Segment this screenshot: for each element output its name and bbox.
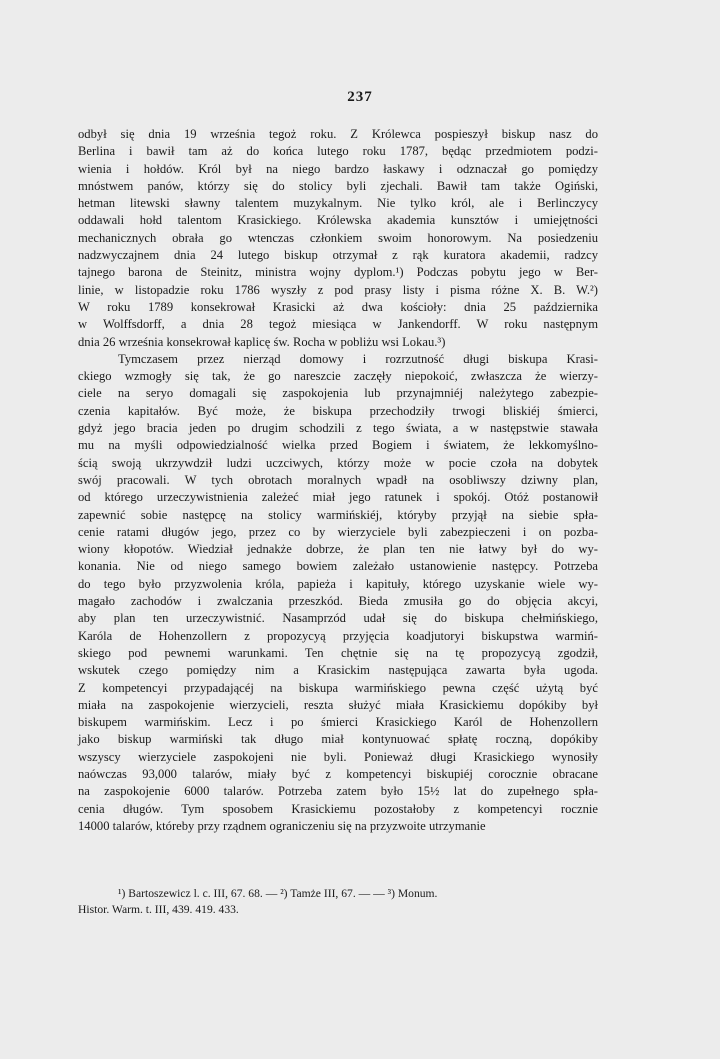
text-line: wienia i hołdów. Król był na niego bardzo łaskawy i odznaczał go pomiędzy <box>78 161 598 176</box>
text-line: konania. Nie od niego samego bowiem zależało ustanowienie następcy. Potrzeba <box>78 559 598 574</box>
text-line: jako biskup warmiński tak długo miał kontynuować spłatę roczną, dopókiby <box>78 732 598 747</box>
text-line: od którego urzeczywistnienia zależeć miał jego ratunek i spokój. Otóż postanowił <box>78 490 598 505</box>
footnote-line-2: Histor. Warm. t. III, 439. 419. 433. <box>78 903 239 916</box>
text-line: hetman litewski sławny talentem muzykalnym. Nie tylko król, ale i Berlinczycy <box>78 196 598 211</box>
text-line: w Wolffsdorff, a dnia 28 tegoż miesiąca w Jankendorff. W roku następnym <box>78 317 598 332</box>
text-line: Tymczasem przez nierząd domowy i rozrzutność długi biskupa Krasi- <box>118 351 598 366</box>
text-line: miała na zaspokojenie wierzycieli, reszta służyć miała Krasickiemu dopókiby był <box>78 697 598 712</box>
text-line: naówczas 93,000 talarów, miały być z kompetencyi biskupiéj corocznie obracane <box>78 766 598 781</box>
text-line: tajnego barona de Steinitz, ministra wojny dyplom.¹) Podczas pobytu jego w Ber- <box>78 265 598 280</box>
text-line: Berlina i bawił tam aż do końca lutego roku 1787, będąc przedmiotem podzi- <box>78 144 598 159</box>
text-line: cenia długów. Tym sposobem Krasickiemu pozostałoby z kompetencyi rocznie <box>78 801 598 816</box>
text-line: magało zachodów i zwalczania przeszkód. Bieda zmusiła go do objęcia akcyi, <box>78 594 598 609</box>
text-line: nadzwyczajnem dnia 24 lutego biskup otrzymał z rąk kuratora akademii, radzcy <box>78 248 598 263</box>
paragraph-1 <box>78 126 598 351</box>
page-number: 237 <box>347 89 373 105</box>
text-line: zapewnić sobie następcę na stolicy warmińskiéj, któryby przyjął na siebie spła- <box>78 507 598 522</box>
text-line: do tego było przyzwolenia króla, papieża i kapituły, którego uzyskanie wiele wy- <box>78 576 598 591</box>
text-line: oddawali hołd talentom Krasickiego. Królewska akademia kunsztów i umiejętności <box>78 213 598 228</box>
text-line: aby plan ten urzeczywistnić. Nasamprzód udał się do biskupa chełmińskiego, <box>78 611 598 626</box>
text-line: W roku 1789 konsekrował Krasicki aż dwa kościoły: dnia 25 października <box>78 299 598 314</box>
text-line: na zaspokojenie 6000 talarów. Potrzeba zatem było 15½ lat do zupełnego spła- <box>78 784 598 799</box>
text-line: linie, w listopadzie roku 1786 wyszły z pod prasy listy i pisma różne X. B. W.²) <box>78 282 598 297</box>
text-line: swój pracowali. W tych obrotach moralnych wpadł na osobliwszy dziwny plan, <box>78 472 598 487</box>
text-line: mu na myśli odpowiedzialność wielka przed Bogiem i światem, że lekkomyślno- <box>78 438 598 453</box>
text-line: ckiego wzmogły się tak, że go nareszcie zaczęły niepokoić, zwłaszcza że wierzy- <box>78 369 598 384</box>
footnote-line-1: ¹) Bartoszewicz l. c. III, 67. 68. — ²) Tamże III, 67. — — ³) Monum. <box>118 887 438 900</box>
text-line: odbył się dnia 19 września tegoż roku. Z Królewca pospieszył biskup nasz do <box>78 127 598 141</box>
text-line: skiego pod pewnemi warunkami. Ten chętnie się na tę propozycyą zgodził, <box>78 645 598 660</box>
text-line: dnia 26 września konsekrował kaplicę św. Rocha w pobliżu wsi Lokau.³) <box>78 334 446 349</box>
text-line: wskutek czego pomiędzy nim a Krasickim następująca zawarta była ugoda. <box>78 663 598 678</box>
text-line: mechanicznych obrała go wtenczas członkiem swoim honorowym. Na posiedzeniu <box>78 230 598 245</box>
text-line: 14000 talarów, któreby przy rządnem ograniczeniu się na przyzwoite utrzymanie <box>78 818 486 833</box>
text-line: cenie ratami długów jego, przez co by wierzyciele byli zabezpieczeni i on pozba- <box>78 524 598 539</box>
text-line: biskupem warmińskim. Lecz i po śmierci Krasickiego Karól de Hohenzollern <box>78 715 598 730</box>
footnotes <box>78 886 598 918</box>
text-line: mnóstwem panów, którzy się do stolicy byli zjechali. Bawił tam także Ogiński, <box>78 178 598 193</box>
text-line: Karóla de Hohenzollern z propozycyą przyjęcia koadjutoryi biskupstwa warmiń- <box>78 628 598 643</box>
text-line: czenia kapitałów. Być może, że biskupa przechodziły trwogi bliskiéj śmierci, <box>78 403 598 418</box>
text-line: ścią swoją ukrzywdził ludzi uczciwych, którzy może w pocie czoła na dobytek <box>78 455 598 470</box>
text-line: Z kompetencyi przypadającéj na biskupa warmińskiego pewna część użytą być <box>78 680 598 695</box>
text-line: wszyscy wierzyciele zaspokojeni nie byli. Ponieważ długi Krasickiego wynosiły <box>78 749 598 764</box>
body-text <box>78 126 598 835</box>
text-line: ciele na seryo domagali się zaspokojenia lub przynajmniéj należytego zabezpie- <box>78 386 598 401</box>
paragraph-2 <box>78 351 598 835</box>
text-line: wiony kłopotów. Wiedział jednakże dobrze, że plan ten nie łatwy był do wy- <box>78 542 598 557</box>
text-line: gdyż jego bracia jeden po drugim schodzili z tego świata, a w następstwie stawała <box>78 421 598 436</box>
